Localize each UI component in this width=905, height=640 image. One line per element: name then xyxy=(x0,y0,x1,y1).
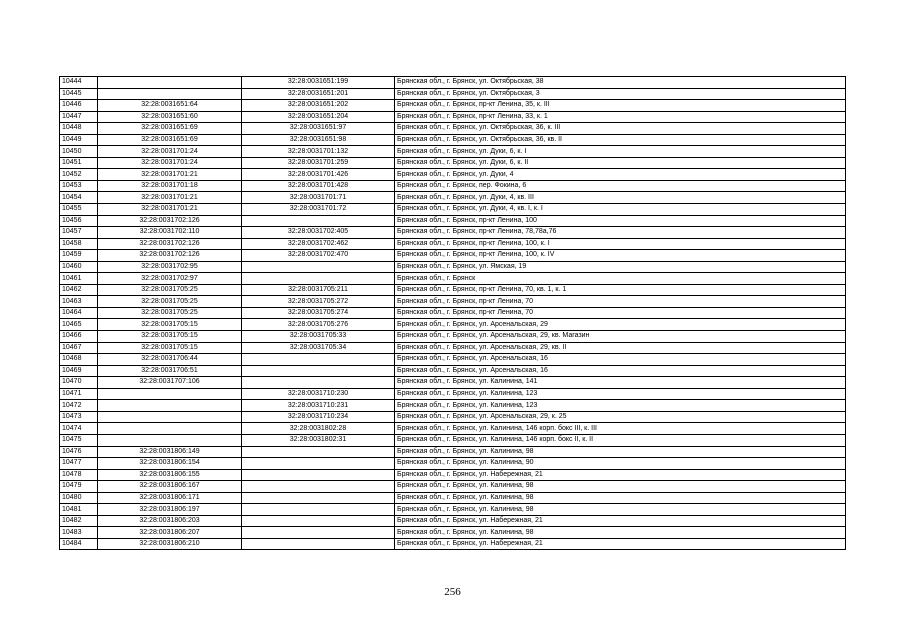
row-number-cell: 10458 xyxy=(60,238,98,250)
address-cell: Брянская обл., г. Брянск, ул. Арсенальская, 29, к. 25 xyxy=(395,411,846,423)
row-number-cell: 10478 xyxy=(60,469,98,481)
address-cell: Брянская обл., г. Брянск, пр-кт Ленина, 100 xyxy=(395,215,846,227)
building-cadastral-number-cell: 32:28:0031702:462 xyxy=(242,238,395,250)
parcel-cadastral-number-cell: 32:28:0031806:203 xyxy=(98,515,242,527)
building-cadastral-number-cell xyxy=(242,504,395,516)
row-number-cell: 10450 xyxy=(60,146,98,158)
table-row xyxy=(60,296,846,308)
row-number-cell: 10472 xyxy=(60,400,98,412)
row-number-cell: 10468 xyxy=(60,354,98,366)
row-number-cell: 10479 xyxy=(60,481,98,493)
parcel-cadastral-number-cell: 32:28:0031707:106 xyxy=(98,377,242,389)
address-cell: Брянская обл., г. Брянск, ул. Калинина, 146 корп. бокс III, к. III xyxy=(395,423,846,435)
parcel-cadastral-number-cell: 32:28:0031701:21 xyxy=(98,192,242,204)
building-cadastral-number-cell: 32:28:0031651:204 xyxy=(242,111,395,123)
table-row xyxy=(60,284,846,296)
row-number-cell: 10453 xyxy=(60,180,98,192)
address-cell: Брянская обл., г. Брянск, ул. Арсенальская, 16 xyxy=(395,365,846,377)
address-cell: Брянская обл., г. Брянск, ул. Арсенальская, 29 xyxy=(395,319,846,331)
building-cadastral-number-cell: 32:28:0031705:34 xyxy=(242,342,395,354)
table-row xyxy=(60,204,846,216)
row-number-cell: 10444 xyxy=(60,77,98,89)
parcel-cadastral-number-cell: 32:28:0031806:154 xyxy=(98,458,242,470)
parcel-cadastral-number-cell: 32:28:0031806:210 xyxy=(98,538,242,550)
row-number-cell: 10459 xyxy=(60,250,98,262)
parcel-cadastral-number-cell: 32:28:0031706:51 xyxy=(98,365,242,377)
row-number-cell: 10473 xyxy=(60,411,98,423)
table-row xyxy=(60,192,846,204)
address-cell: Брянская обл., г. Брянск, пр-кт Ленина, 100, к. IV xyxy=(395,250,846,262)
parcel-cadastral-number-cell: 32:28:0031701:21 xyxy=(98,169,242,181)
parcel-cadastral-number-cell: 32:28:0031702:126 xyxy=(98,250,242,262)
address-cell: Брянская обл., г. Брянск, ул. Дуки, 6, к. I xyxy=(395,146,846,158)
table-row xyxy=(60,377,846,389)
parcel-cadastral-number-cell: 32:28:0031701:24 xyxy=(98,146,242,158)
address-cell: Брянская обл., г. Брянск, ул. Ямская, 19 xyxy=(395,261,846,273)
table-row xyxy=(60,307,846,319)
address-cell: Брянская обл., г. Брянск, ул. Калинина, 98 xyxy=(395,446,846,458)
table-row xyxy=(60,400,846,412)
table-row xyxy=(60,504,846,516)
row-number-cell: 10483 xyxy=(60,527,98,539)
table-row xyxy=(60,111,846,123)
building-cadastral-number-cell: 32:28:0031701:259 xyxy=(242,157,395,169)
row-number-cell: 10476 xyxy=(60,446,98,458)
table-row xyxy=(60,492,846,504)
address-cell: Брянская обл., г. Брянск, ул. Калинина, 141 xyxy=(395,377,846,389)
row-number-cell: 10484 xyxy=(60,538,98,550)
registry-table-body xyxy=(60,77,846,550)
table-row xyxy=(60,527,846,539)
parcel-cadastral-number-cell: 32:28:0031806:207 xyxy=(98,527,242,539)
row-number-cell: 10480 xyxy=(60,492,98,504)
building-cadastral-number-cell: 32:28:0031701:71 xyxy=(242,192,395,204)
table-row xyxy=(60,446,846,458)
address-cell: Брянская обл., г. Брянск, ул. Арсенальская, 29, кв. II xyxy=(395,342,846,354)
parcel-cadastral-number-cell: 32:28:0031651:60 xyxy=(98,111,242,123)
parcel-cadastral-number-cell: 32:28:0031701:18 xyxy=(98,180,242,192)
address-cell: Брянская обл., г. Брянск, ул. Калинина, 146 корп. бокс II, к. II xyxy=(395,434,846,446)
address-cell: Брянская обл., г. Брянск, ул. Дуки, 4, кв. I, к. I xyxy=(395,204,846,216)
table-row xyxy=(60,88,846,100)
row-number-cell: 10471 xyxy=(60,388,98,400)
table-row xyxy=(60,354,846,366)
parcel-cadastral-number-cell: 32:28:0031705:15 xyxy=(98,319,242,331)
parcel-cadastral-number-cell: 32:28:0031702:126 xyxy=(98,238,242,250)
parcel-cadastral-number-cell: 32:28:0031705:15 xyxy=(98,342,242,354)
row-number-cell: 10481 xyxy=(60,504,98,516)
building-cadastral-number-cell: 32:28:0031651:199 xyxy=(242,77,395,89)
address-cell: Брянская обл., г. Брянск, ул. Калинина, 98 xyxy=(395,504,846,516)
building-cadastral-number-cell: 32:28:0031705:272 xyxy=(242,296,395,308)
table-row xyxy=(60,388,846,400)
table-row xyxy=(60,319,846,331)
address-cell: Брянская обл., г. Брянск, ул. Калинина, 98 xyxy=(395,481,846,493)
table-row xyxy=(60,515,846,527)
page-number: 256 xyxy=(444,586,461,598)
row-number-cell: 10470 xyxy=(60,377,98,389)
table-row xyxy=(60,423,846,435)
row-number-cell: 10452 xyxy=(60,169,98,181)
parcel-cadastral-number-cell: 32:28:0031806:171 xyxy=(98,492,242,504)
parcel-cadastral-number-cell xyxy=(98,88,242,100)
building-cadastral-number-cell: 32:28:0031705:274 xyxy=(242,307,395,319)
registry-table xyxy=(59,76,846,550)
address-cell: Брянская обл., г. Брянск, ул. Набережная, 21 xyxy=(395,515,846,527)
table-row xyxy=(60,123,846,135)
building-cadastral-number-cell: 32:28:0031802:31 xyxy=(242,434,395,446)
table-row xyxy=(60,411,846,423)
building-cadastral-number-cell: 32:28:0031710:234 xyxy=(242,411,395,423)
building-cadastral-number-cell: 32:28:0031702:405 xyxy=(242,227,395,239)
table-row xyxy=(60,458,846,470)
address-cell: Брянская обл., г. Брянск, пр-кт Ленина, 78,78а,76 xyxy=(395,227,846,239)
building-cadastral-number-cell: 32:28:0031651:201 xyxy=(242,88,395,100)
row-number-cell: 10463 xyxy=(60,296,98,308)
parcel-cadastral-number-cell xyxy=(98,388,242,400)
building-cadastral-number-cell: 32:28:0031710:231 xyxy=(242,400,395,412)
table-row xyxy=(60,481,846,493)
row-number-cell: 10460 xyxy=(60,261,98,273)
table-row xyxy=(60,146,846,158)
row-number-cell: 10461 xyxy=(60,273,98,285)
address-cell: Брянская обл., г. Брянск, пр-кт Ленина, 70 xyxy=(395,296,846,308)
table-row xyxy=(60,169,846,181)
parcel-cadastral-number-cell: 32:28:0031806:155 xyxy=(98,469,242,481)
address-cell: Брянская обл., г. Брянск, ул. Калинина, 98 xyxy=(395,527,846,539)
building-cadastral-number-cell xyxy=(242,261,395,273)
building-cadastral-number-cell: 32:28:0031651:202 xyxy=(242,100,395,112)
address-cell: Брянская обл., г. Брянск, ул. Октябрьская, 3 xyxy=(395,88,846,100)
address-cell: Брянская обл., г. Брянск, пр-кт Ленина, 35, к. III xyxy=(395,100,846,112)
table-row xyxy=(60,538,846,550)
parcel-cadastral-number-cell: 32:28:0031651:69 xyxy=(98,123,242,135)
row-number-cell: 10475 xyxy=(60,434,98,446)
row-number-cell: 10469 xyxy=(60,365,98,377)
address-cell: Брянская обл., г. Брянск, ул. Октябрьская, 36, к. III xyxy=(395,123,846,135)
row-number-cell: 10457 xyxy=(60,227,98,239)
address-cell: Брянская обл., г. Брянск, пр-кт Ленина, 33, к. 1 xyxy=(395,111,846,123)
parcel-cadastral-number-cell: 32:28:0031705:25 xyxy=(98,307,242,319)
parcel-cadastral-number-cell: 32:28:0031701:21 xyxy=(98,204,242,216)
building-cadastral-number-cell xyxy=(242,354,395,366)
building-cadastral-number-cell: 32:28:0031702:470 xyxy=(242,250,395,262)
building-cadastral-number-cell: 32:28:0031701:426 xyxy=(242,169,395,181)
parcel-cadastral-number-cell: 32:28:0031702:95 xyxy=(98,261,242,273)
parcel-cadastral-number-cell: 32:28:0031705:25 xyxy=(98,296,242,308)
row-number-cell: 10474 xyxy=(60,423,98,435)
address-cell: Брянская обл., г. Брянск, ул. Дуки, 4, кв. III xyxy=(395,192,846,204)
parcel-cadastral-number-cell: 32:28:0031651:64 xyxy=(98,100,242,112)
row-number-cell: 10454 xyxy=(60,192,98,204)
table-row xyxy=(60,250,846,262)
building-cadastral-number-cell xyxy=(242,481,395,493)
address-cell: Брянская обл., г. Брянск, ул. Калинина, 98 xyxy=(395,492,846,504)
table-row xyxy=(60,469,846,481)
table-row xyxy=(60,134,846,146)
row-number-cell: 10465 xyxy=(60,319,98,331)
building-cadastral-number-cell xyxy=(242,515,395,527)
row-number-cell: 10456 xyxy=(60,215,98,227)
building-cadastral-number-cell: 32:28:0031710:230 xyxy=(242,388,395,400)
row-number-cell: 10446 xyxy=(60,100,98,112)
address-cell: Брянская обл., г. Брянск, ул. Калинина, 123 xyxy=(395,388,846,400)
table-row xyxy=(60,342,846,354)
parcel-cadastral-number-cell: 32:28:0031702:97 xyxy=(98,273,242,285)
address-cell: Брянская обл., г. Брянск, пр-кт Ленина, 100, к. I xyxy=(395,238,846,250)
table-row xyxy=(60,215,846,227)
address-cell: Брянская обл., г. Брянск, ул. Набережная, 21 xyxy=(395,538,846,550)
parcel-cadastral-number-cell: 32:28:0031701:24 xyxy=(98,157,242,169)
address-cell: Брянская обл., г. Брянск, ул. Октябрьская, 36, кв. II xyxy=(395,134,846,146)
row-number-cell: 10448 xyxy=(60,123,98,135)
parcel-cadastral-number-cell xyxy=(98,423,242,435)
building-cadastral-number-cell xyxy=(242,458,395,470)
address-cell: Брянская обл., г. Брянск, ул. Октябрьская, 38 xyxy=(395,77,846,89)
row-number-cell: 10445 xyxy=(60,88,98,100)
parcel-cadastral-number-cell xyxy=(98,400,242,412)
building-cadastral-number-cell: 32:28:0031705:276 xyxy=(242,319,395,331)
parcel-cadastral-number-cell: 32:28:0031705:15 xyxy=(98,331,242,343)
parcel-cadastral-number-cell: 32:28:0031651:69 xyxy=(98,134,242,146)
building-cadastral-number-cell xyxy=(242,492,395,504)
parcel-cadastral-number-cell: 32:28:0031702:126 xyxy=(98,215,242,227)
building-cadastral-number-cell xyxy=(242,469,395,481)
parcel-cadastral-number-cell: 32:28:0031706:44 xyxy=(98,354,242,366)
parcel-cadastral-number-cell: 32:28:0031806:149 xyxy=(98,446,242,458)
building-cadastral-number-cell: 32:28:0031651:97 xyxy=(242,123,395,135)
address-cell: Брянская обл., г. Брянск, пр-кт Ленина, 70, кв. 1, к. 1 xyxy=(395,284,846,296)
building-cadastral-number-cell xyxy=(242,446,395,458)
building-cadastral-number-cell: 32:28:0031701:132 xyxy=(242,146,395,158)
table-row xyxy=(60,227,846,239)
table-row xyxy=(60,365,846,377)
address-cell: Брянская обл., г. Брянск, ул. Дуки, 6, к. II xyxy=(395,157,846,169)
parcel-cadastral-number-cell: 32:28:0031705:25 xyxy=(98,284,242,296)
building-cadastral-number-cell xyxy=(242,527,395,539)
address-cell: Брянская обл., г. Брянск, ул. Дуки, 4 xyxy=(395,169,846,181)
address-cell: Брянская обл., г. Брянск, ул. Арсенальская, 29, кв. Магазин xyxy=(395,331,846,343)
building-cadastral-number-cell: 32:28:0031705:211 xyxy=(242,284,395,296)
row-number-cell: 10466 xyxy=(60,331,98,343)
building-cadastral-number-cell xyxy=(242,215,395,227)
row-number-cell: 10482 xyxy=(60,515,98,527)
table-row xyxy=(60,238,846,250)
table-row xyxy=(60,331,846,343)
parcel-cadastral-number-cell xyxy=(98,411,242,423)
row-number-cell: 10447 xyxy=(60,111,98,123)
building-cadastral-number-cell: 32:28:0031705:33 xyxy=(242,331,395,343)
table-row xyxy=(60,261,846,273)
row-number-cell: 10462 xyxy=(60,284,98,296)
parcel-cadastral-number-cell xyxy=(98,434,242,446)
building-cadastral-number-cell: 32:28:0031701:428 xyxy=(242,180,395,192)
building-cadastral-number-cell xyxy=(242,377,395,389)
address-cell: Брянская обл., г. Брянск xyxy=(395,273,846,285)
building-cadastral-number-cell xyxy=(242,365,395,377)
table-row xyxy=(60,77,846,89)
table-row xyxy=(60,157,846,169)
table-row xyxy=(60,180,846,192)
address-cell: Брянская обл., г. Брянск, ул. Арсенальская, 16 xyxy=(395,354,846,366)
building-cadastral-number-cell xyxy=(242,273,395,285)
row-number-cell: 10467 xyxy=(60,342,98,354)
table-row xyxy=(60,100,846,112)
table-row xyxy=(60,434,846,446)
parcel-cadastral-number-cell: 32:28:0031702:110 xyxy=(98,227,242,239)
address-cell: Брянская обл., г. Брянск, ул. Набережная, 21 xyxy=(395,469,846,481)
parcel-cadastral-number-cell: 32:28:0031806:197 xyxy=(98,504,242,516)
table-row xyxy=(60,273,846,285)
parcel-cadastral-number-cell: 32:28:0031806:167 xyxy=(98,481,242,493)
building-cadastral-number-cell: 32:28:0031651:98 xyxy=(242,134,395,146)
row-number-cell: 10449 xyxy=(60,134,98,146)
row-number-cell: 10455 xyxy=(60,204,98,216)
building-cadastral-number-cell: 32:28:0031701:72 xyxy=(242,204,395,216)
row-number-cell: 10464 xyxy=(60,307,98,319)
row-number-cell: 10477 xyxy=(60,458,98,470)
address-cell: Брянская обл., г. Брянск, ул. Калинина, 90 xyxy=(395,458,846,470)
address-cell: Брянская обл., г. Брянск, пер. Фокина, 6 xyxy=(395,180,846,192)
parcel-cadastral-number-cell xyxy=(98,77,242,89)
address-cell: Брянская обл., г. Брянск, пр-кт Ленина, 70 xyxy=(395,307,846,319)
building-cadastral-number-cell: 32:28:0031802:28 xyxy=(242,423,395,435)
building-cadastral-number-cell xyxy=(242,538,395,550)
row-number-cell: 10451 xyxy=(60,157,98,169)
address-cell: Брянская обл., г. Брянск, ул. Калинина, 123 xyxy=(395,400,846,412)
